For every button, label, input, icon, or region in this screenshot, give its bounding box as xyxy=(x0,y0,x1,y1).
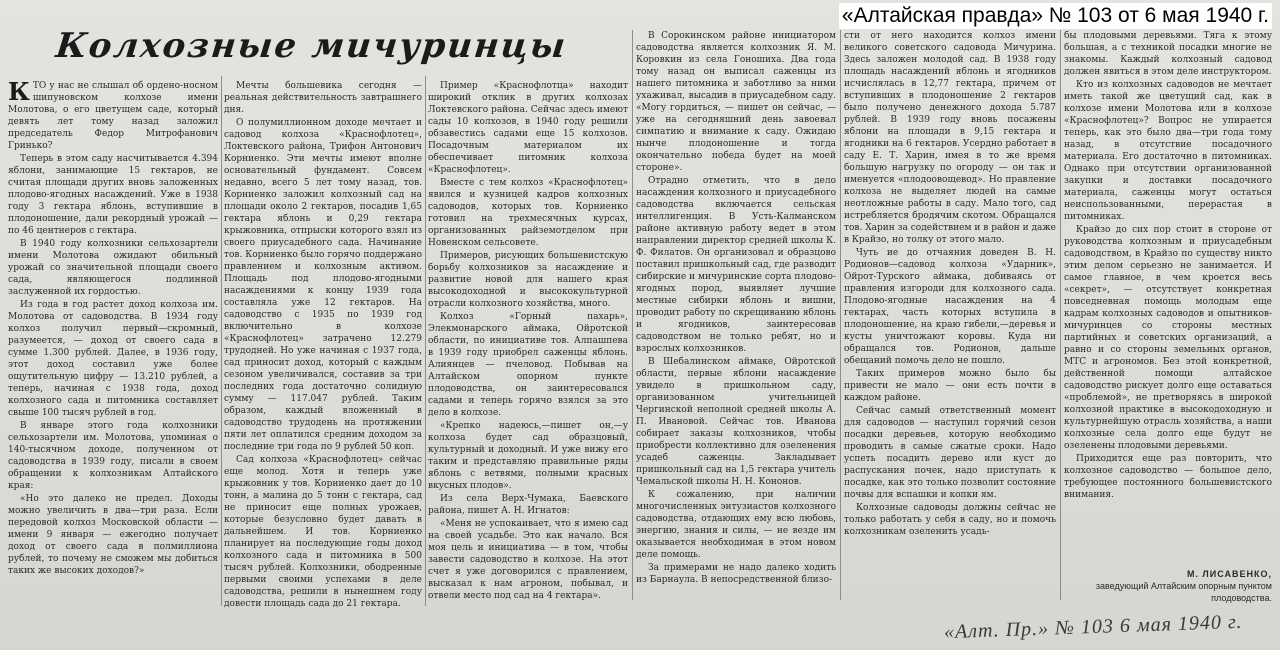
paragraph: Сейчас самый ответственный момент для садоводов — наступил горячий сезон посадки деревьев, которую необходимо проводить в самые сжатые сроки. Надо успеть посадить дерево или куст до распускания почек, надо приступать к посадке, как это только позволит состояние почвы для вспашки и копки ям. xyxy=(844,406,1056,500)
paragraph: За примерами не надо далеко ходить из Барнаула. В непосредственной близо- xyxy=(636,563,836,585)
paragraph: Вместе с тем колхоз «Краснофлотец» явился и кузницей кадров колхозных садоводов, которых тов. Корниенко готовил на трехмесячных курсах, организованных райземотделом при Новенском сельсовете. xyxy=(428,178,628,248)
column-divider xyxy=(221,76,222,606)
paragraph: Мечты большевика сегодня — реальная действительность завтрашнего дня. xyxy=(224,81,422,115)
paragraph: Из года в год растет доход колхоза им. Молотова от садоводства. В 1934 году колхоз получил первый—скромный, разумеется, — доход от своего сада в сумме 1.300 рублей. Далее, в 1936 году, этот доход составил уже более ощутительную цифру — 13.210 рублей, а теперь, начиная с 1938 года, доход колхозного сада и питомника составляет свыше 100 тысяч рублей в год. xyxy=(8,300,218,418)
article-column-4 xyxy=(636,30,836,602)
column-divider xyxy=(1060,30,1061,600)
article-title: Колхозные мичуринцы xyxy=(53,26,569,66)
paragraph: Колхоз «Горный пахарь», Элекмонарского аймака, Ойротской области, по инициативе тов. Алпашпева в 1939 году приобрел саженцы яблонь. Алиянцев — пчеловод. Побывав на Алтайском опорном пункте плодоводства, он заинтересовался садами и теперь горячо взялся за это дело в колхозе. xyxy=(428,312,628,418)
paragraph: К сожалению, при наличии многочисленных энтузиастов колхозного садоводства, отдающих ему всю любовь, энергию, знания и силы, — не везде им оказывается необходимая в этом новом деле помощь. xyxy=(636,490,836,560)
paragraph: Кто из колхозных садоводов не мечтает иметь такой же цветущий сад, как в колхозе имени Молотова или в колхозе «Краснофлотец»? Вопрос не упирается теперь, как это было два—три года тому назад, в отсутствие посадочного материала. Его достаточно в питомниках. Однако при отсутствии организованной закупки и доставки посадочного материала, саженцы могут остаться неиспользованными, перерастая в питомниках. xyxy=(1064,80,1272,222)
source-caption: «Алтайская правда» № 103 от 6 мая 1940 г. xyxy=(839,3,1272,29)
paragraph: О полумиллионном доходе мечтает и садовод колхоза «Краснофлотец», Локтевского района, Трифон Антонович Корниенко. Эти мечты имеют вполне основательный фундамент. Совсем недавно, всего 5 лет тому назад, тов. Корниенко заложил колхозный сад на площади около 2 гектаров, посадив 1,65 гектара яблонь и 0,29 гектара крыжовника, отпрыски которого взял из своего приусадебного сада. Начинание тов. Корниенко было горячо поддержано правлением и колхозным активом. Площадь под плодово-ягодными насаждениями к концу 1939 года составляла уже 12 гектаров. На садоводство с 1935 по 1939 год включительно в колхозе «Краснофлотец» затрачено 12.279 трудодней. Но уже начиная с 1937 года, сад приносит доход, который с каждым сезоном увеличивался, составив за три последних года достаточно солидную сумму — 117.047 рублей. Таким образом, каждый вложенный в садоводство трудодень на протяжении пяти лет оплатился средним доходом за последние три года по 9 рублей 50 коп. xyxy=(224,118,422,452)
article-column-3 xyxy=(428,80,628,602)
column-divider xyxy=(632,30,633,600)
paragraph: Приходится еще раз повторить, что колхозное садоводство — большое дело, требующее постоянного большевистского внимания. xyxy=(1064,454,1272,500)
paragraph: Пример «Краснофлотца» находит широкий отклик в других колхозах Локтевского района. Сейчас здесь имеют сады 10 колхозов, в 1940 году решили обзавестись садами еще 15 колхозов. Посадочным материалом их обеспечивает питомник колхоза «Краснофлотец». xyxy=(428,81,628,175)
author-signature xyxy=(1064,568,1272,604)
paragraph: бы плодовыми деревьями. Тяга к этому большая, а с техникой посадки многие не знакомы. Каждый колхозный садовод должен явиться в этом деле инструктором. xyxy=(1064,31,1272,77)
paragraph: Крайзо до сих пор стоит в стороне от руководства колхозным и приусадебным садоводством, в Крайзо по существу никто этим делом серьезно не занимается. И самое главное, в чем кроется весь «секрет», — отсутствует конкретная повседневная помощь молодым еще кадрам колхозных садоводов и опытников-мичуринцев со стороны местных партийных и советских организаций, а равно и со стороны земельных органов, МТС и агрономов. Без этой конкретной, действенной помощи алтайское садоводство рискует долго еще оставаться «проблемой», не претворяясь в широкой колхозной практике в высокодоходную и культурнейшую отрасль хозяйства, а наши колхозные села долго еще будут не озеленены плодовыми деревьями. xyxy=(1064,225,1272,451)
drop-cap: К xyxy=(8,77,30,106)
paragraph: «Крепко надеюсь,—пишет он,—у колхоза будет сад образцовый, культурный и доходный. И уже вижу его таким и представляю правильные ряды яблонь с ветвями, полными красных вкусных плодов». xyxy=(428,421,628,491)
author-name: М. ЛИСАВЕНКО, xyxy=(1186,569,1272,579)
paragraph xyxy=(8,77,218,152)
paragraph: В январе этого года колхозники сельхозартели им. Молотова, упоминая о 140-тысячном доходе, полученном от садоводства в 1939 году, писали в своем обращении к колхозникам Алтайского края: xyxy=(8,421,218,491)
column-divider xyxy=(840,30,841,600)
paragraph: Таких примеров можно было бы привести не мало — они есть почти в каждом районе. xyxy=(844,369,1056,403)
paragraph-text: ТО у нас не слышал об ордено-носном шипуновском колхозе имени Молотова, о его цветущем саде, который девять лет тому назад заложил председатель Федор Митрофанович Гринько? xyxy=(8,81,218,151)
paragraph: сти от него находится колхоз имени великого советского садовода Мичурина. Здесь заложен молодой сад. В 1938 году площадь насаждений яблонь и ягодников исчислялась в 12,77 гектара, причем от вступивших в плодоношение 2 гектаров было получено денежного дохода 5.787 рублей. В 1939 году вновь посажены яблони на площади в 9,15 гектара и ягодники на 6 гектаров. Усердно работает в саду Е. Т. Харин, имея в то же время большую нагрузку по огороду — он так и именуется «плодоовощевод». Но правление колхоза не выделяет людей на самые неотложные работы в саду. Мало того, сад истребляется бродячим скотом. Обращался тов. Харин за содействием и в район и даже в Крайзо, но толку от этого мало. xyxy=(844,31,1056,245)
paragraph: Колхозные садоводы должны сейчас не только работать у себя в саду, но и помочь колхозникам озеленить усадь- xyxy=(844,503,1056,537)
article-column-6 xyxy=(1064,30,1272,552)
paragraph: В Сорокинском районе инициатором садоводства является колхозник Я. М. Коровкин из села Гоношиха. Два года тому назад он выписал саженцы из нашего питомника и заботливо за ними ухаживал, высадив в приусадебном саду. «Могу гордиться, — пишет он сейчас, — уже на сегодняшний день завоевал симпатию и внимание к саду. Ожидаю нынче плодоношение и тогда окончательно победа будет на моей стороне». xyxy=(636,31,836,173)
paragraph: Теперь в этом саду насчитывается 4.394 яблони, занимающие 15 гектаров, не считая площади других вновь заложенных плодово-ягодных насаждений. Уже в 1938 году 3 гектара яблонь, вступившие в плодоношение, дали рекордный урожай — по 46 центнеров с гектара. xyxy=(8,154,218,236)
paragraph: «Меня не успокаивает, что я имею сад на своей усадьбе. Это как начало. Вся моя цель и инициатива — в том, чтобы завести садоводство в колхозе. На этот счет я уже договорился с правлением, высказал к нам агроном, побывал, и отвели место под сад на 4 гектара». xyxy=(428,519,628,601)
paragraph: Примеров, рисующих большевистскую борьбу колхозников за насаждение и развитие новой для нашего края высокодоходной и высококультурной отрасли колхозного хозяйства, много. xyxy=(428,251,628,309)
article-column-1 xyxy=(8,77,218,602)
paragraph: Чуть ие до отчаяния доведен В. Н. Родионов—садовод колхоза «Ударник», Ойрот-Турского аймака, добиваясь от правления изгороди для колхозного сада. Плодово-ягодные насаждения на 4 гектарах, часть которых вступила в плодоношение, на краю гибели,—деревья и кусты уничтожают коровы. Куда ни обращался тов. Родионов, дальше обещаний помочь дело не пошло. xyxy=(844,248,1056,366)
article-column-2 xyxy=(224,80,422,609)
paragraph: В Шебалинском аймаке, Ойротской области, первые яблони насаждение увидело в пришкольном саду, организованном учительницей Чергинской неполной средней школы А. П. Ивановой. Сейчас тов. Иванова собирает заказы колхозников, чтобы приобрести коллективно для озеленения усадеб саженцы. Закладывает пришкольный сад на 1,5 гектара учитель Чемальской школы Н. Н. Кононов. xyxy=(636,357,836,487)
author-position: заведующий Алтайским опорным пунктом плодоводства. xyxy=(1095,581,1272,603)
paragraph: Из села Верх-Чумака, Баевского района, пишет А. Н. Игнатов: xyxy=(428,494,628,516)
article-column-5 xyxy=(844,30,1056,602)
paragraph: В 1940 году колхозники сельхозартели имени Молотова ожидают обильный урожай со значительной площади своего сада, являющегося подлинной заслуженной их гордостью. xyxy=(8,239,218,297)
handwritten-source-note: «Алт. Пр.» № 103 6 мая 1940 г. xyxy=(943,610,1243,644)
paragraph: Отрадно отметить, что в дело насаждения колхозного и приусадебного садоводства включается сельская интеллигенция. В Усть-Калманском районе активную работу ведет в этом направлении директор средней школы К. Ф. Филатов. Он организовал и образцово поставил пришкольный сад, где разводит сибирские и мичуринские сорта плодово-ягодных пород, выявляет лучшие местные сибирки яблонь и вишни, проводит работу по скрещиванию яблонь и ягодников, заинтересовав садоводством не только ребят, но и взрослых колхозников. xyxy=(636,176,836,354)
paragraph: Сад колхоза «Краснофлотец» сейчас еще молод. Хотя и теперь уже крыжовник у тов. Корниенко дает до 10 тонн, а малина до 5 тонн с гектара, сад не приносит еще полных урожаев, которые безусловно будет давать в дальнейшем. И тов. Корниенко планирует на последующие годы доход колхозного сада и питомника в 500 тысяч рублей. Колхозники, ободренные первыми своими успехами в деле садоводства, решили в нынешнем году довести площадь сада до 21 гектара. xyxy=(224,455,422,609)
column-divider xyxy=(425,76,426,606)
paragraph: «Но это далеко не предел. Доходы можно увеличить в два—три раза. Если передовой колхоз Московской области — имени 9 января — ежегодно получает доход от своего сада в полмиллиона рублей, то почему не сможем мы добиться таких же высоких доходов?» xyxy=(8,494,218,576)
